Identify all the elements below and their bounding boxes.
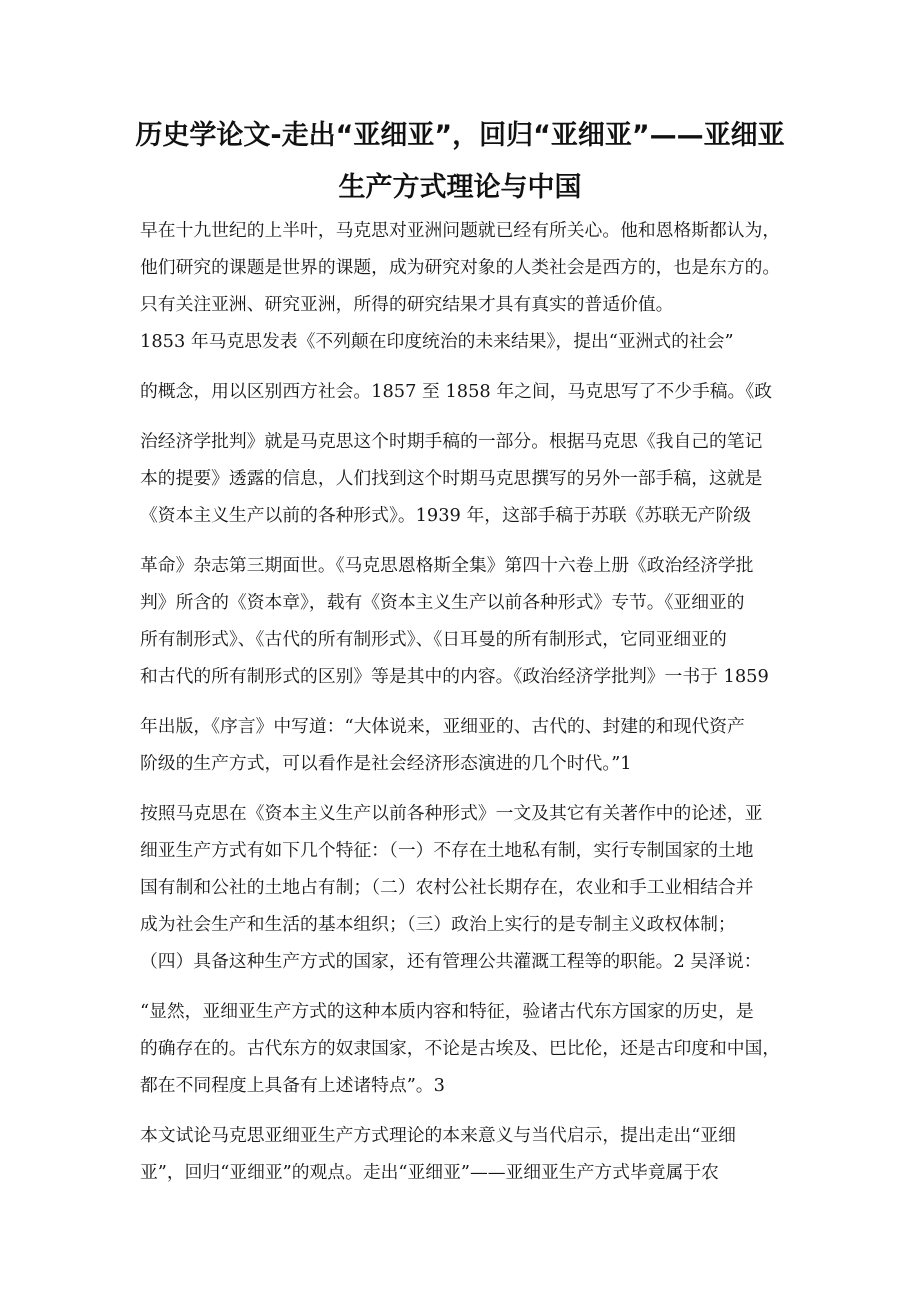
body-text-line: 的确存在的。古代东方的奴隶国家，不论是古埃及、巴比伦，还是古印度和中国， — [140, 1038, 780, 1059]
body-text-line: 治经济学批判》就是马克思这个时期手稿的一部分。根据马克思《我自己的笔记 — [140, 431, 763, 452]
body-text-line: 本的提要》透露的信息，人们找到这个时期马克思撰写的另外一部手稿，这就是 — [140, 468, 763, 489]
body-text-line: 成为社会生产和生活的基本组织；（三）政治上实行的是专制主义政权体制； — [140, 914, 736, 935]
body-text-line: 亚”，回归“亚细亚”的观点。走出“亚细亚”——亚细亚生产方式毕竟属于农 — [140, 1162, 719, 1183]
body-text-line: 《资本主义生产以前的各种形式》。1939 年，这部手稿于苏联《苏联无产阶级 — [140, 505, 752, 526]
body-text-line: 早在十九世纪的上半叶，马克思对亚洲问题就已经有所关心。他和恩格斯都认为， — [140, 220, 780, 241]
body-text-line: （四）具备这种生产方式的国家，还有管理公共灌溉工程等的职能。2 吴泽说： — [140, 951, 762, 972]
body-text-line: “显然，亚细亚生产方式的这种本质内容和特征，验诸古代东方国家的历史，是 — [140, 1001, 754, 1022]
body-text-line: 判》所含的《资本章》，载有《资本主义生产以前各种形式》专节。《亚细亚的 — [140, 592, 745, 613]
document-title-line-2: 生产方式理论与中国 — [338, 172, 582, 203]
body-text-line: 的概念，用以区别西方社会。1857 至 1858 年之间，马克思写了不少手稿。《政 — [140, 381, 773, 402]
body-text-line: 国有制和公社的土地占有制；（二）农村公社长期存在，农业和手工业相结合并 — [140, 877, 754, 898]
body-text-line: 只有关注亚洲、研究亚洲，所得的研究结果才具有真实的普适价值。 — [140, 294, 674, 315]
body-text-line: 和古代的所有制形式的区别》等是其中的内容。《政治经济学批判》一书于 1859 — [140, 666, 769, 687]
body-text-line: 1853 年马克思发表《不列颠在印度统治的未来结果》，提出“亚洲式的社会” — [140, 331, 734, 352]
body-text-line: 细亚生产方式有如下几个特征：（一）不存在土地私有制，实行专制国家的土地 — [140, 840, 754, 861]
body-text-line: 都在不同程度上具备有上述诸特点”。3 — [140, 1075, 445, 1096]
body-text-line: 年出版，《序言》中写道：“大体说来，亚细亚的、古代的、封建的和现代资产 — [140, 716, 745, 737]
body-text-line: 阶级的生产方式，可以看作是社会经济形态演进的几个时代。”1 — [140, 753, 632, 774]
body-text-line: 按照马克思在《资本主义生产以前各种形式》一文及其它有关著作中的论述，亚 — [140, 803, 763, 824]
body-text-line: 所有制形式》、《古代的所有制形式》、《日耳曼的所有制形式，它同亚细亚的 — [140, 629, 727, 650]
body-text-line: 本文试论马克思亚细亚生产方式理论的本来意义与当代启示，提出走出“亚细 — [140, 1125, 736, 1146]
document-title-line-1: 历史学论文-走出“亚细亚”，回归“亚细亚”——亚细亚 — [135, 120, 785, 151]
body-text-line: 革命》杂志第三期面世。《马克思恩格斯全集》第四十六卷上册《政治经济学批 — [140, 555, 754, 576]
body-text-line: 他们研究的课题是世界的课题，成为研究对象的人类社会是西方的，也是东方的。 — [140, 257, 780, 278]
